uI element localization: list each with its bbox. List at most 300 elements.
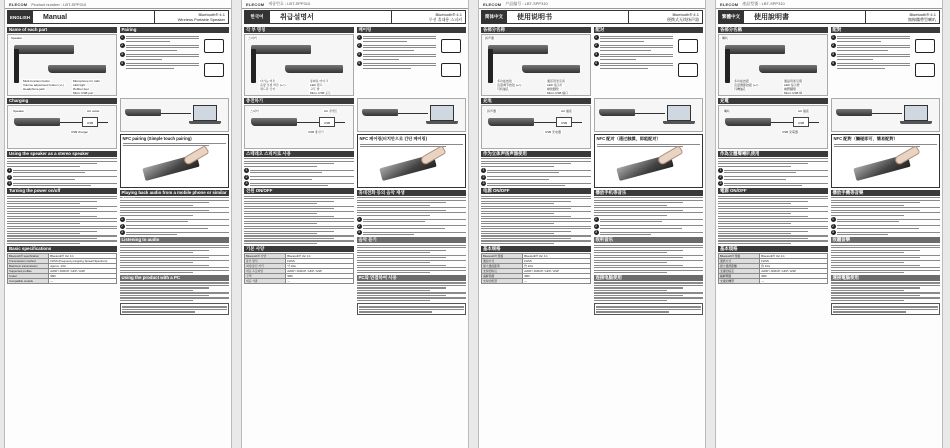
specifications-table [244,253,354,284]
product-name [866,10,940,24]
language-tab: ENGLISH [7,10,33,24]
speaker-side-illustration [488,49,493,83]
brand-logo: ELECOM [483,1,502,7]
part-label: 通話用麥克風 [784,79,803,83]
speaker-side-illustration [725,49,730,83]
note-box [357,303,467,314]
part-label: LED 指示灯 [547,83,563,87]
language-tab: 简体中文 [481,10,507,24]
charging-label: AC 插座 [798,109,810,113]
power-text [481,196,591,244]
table-row: 대응 프로파일 A2DP / AVRCP / HFP / HSP [245,269,354,274]
part-label: 耳机插孔 [497,87,510,91]
product-line-2: 무선 휴대용 스피커 [428,17,462,22]
phone-icon [441,63,461,77]
step-item: 1 [718,168,828,173]
step-item: 3 [481,181,591,186]
step-item: 3 [594,52,674,59]
parts-illustration [7,34,117,96]
part-label: 통화용 마이크 [310,79,329,83]
nfc-pairing-box [594,134,704,188]
laptop-icon [667,105,691,121]
title-bar [718,10,940,24]
pc-text [594,282,704,301]
section-heading-stereo: Using the speaker as a stereo speaker [7,151,117,157]
part-label: LED 램프 [310,83,323,87]
section-heading-power: 电源 ON/OFF [481,188,591,194]
table-row: 支援的協定 A2DP / AVRCP / HFP / HSP [719,269,828,274]
phone-icon [678,39,698,53]
listening-text [120,245,230,274]
step-item: 3 [244,181,354,186]
table-row: Bluetooth® 規格 Bluetooth® Ver 4.1 [719,254,828,259]
section-heading-charging: 充电 [481,98,591,104]
section-heading-playback: Playing back audio from a mobile phone or similar device [120,190,230,196]
section-heading-stereo: 스테레오 스피커로 사용 [244,151,354,157]
part-label: 通话用麦克风 [547,79,566,83]
usb-cable [635,113,665,114]
laptop-base [189,121,221,124]
speaker-illustration [725,118,771,126]
step-item: 2 [120,224,230,229]
usb-charger-icon: USB [556,117,572,127]
manual-panel [715,0,943,448]
step-item: 3 [120,230,230,235]
part-label: Multi-function button [23,79,51,83]
product-number: 產品型號 : LBT-SPP310 [742,1,785,6]
part-label: 헤드폰 단자 [260,87,276,91]
document-title: 使用說明書 [744,10,866,24]
specifications-table [7,253,117,284]
section-heading-pairing: 配对 [594,27,704,33]
product-line-2: 無線攜帶型喇叭 [908,17,936,22]
listening-text [831,245,941,274]
parts-illustration [244,34,354,96]
table-row: 通訊方式 FHSS [719,259,828,264]
part-label: LED 指示燈 [784,83,800,87]
brand-logo: ELECOM [246,1,265,7]
pc-text [831,282,941,301]
phone-icon [915,39,935,53]
part-label: Micro USB 埠 [784,91,803,95]
stereo-text [481,158,591,167]
pc-text [357,282,467,301]
step-item: 4 [357,61,437,68]
section-heading-pc: Using the product with a PC [120,275,230,281]
section-heading-listening: 음악 듣기 [357,237,467,243]
pairing-steps [831,33,911,95]
section-heading-specs: 기본 사양 [244,246,354,252]
step-item: 2 [594,224,704,229]
table-row: Bluetooth® specification Bluetooth® Ver 4.1 [8,254,117,259]
nfc-heading: NFC 配对（通过触摸，即能配对） [596,136,661,141]
step-item: 4 [594,61,674,68]
part-label: 音量調節按鈕 (+/-) [734,83,759,87]
language-tab: 한국어 [244,10,270,24]
panel-header-bar [242,0,468,9]
pairing-steps [594,33,674,95]
section-heading-pairing: 페어링 [357,27,467,33]
right-column [831,25,941,446]
right-column [120,25,230,446]
step-item: 2 [7,175,117,180]
part-label: 스피커 [248,36,257,40]
part-label: Microphone for calls [73,79,100,83]
phone-icon [441,39,461,53]
usb-cable [771,122,793,123]
step-item: 2 [831,43,911,50]
step-item: 1 [481,168,591,173]
part-label: 음량 조절 버튼 (+/-) [260,83,286,87]
product-number: Product number : LBT-SPP310 [31,1,87,7]
step-item: 1 [120,217,230,222]
charging-label: 喇叭 [724,109,731,113]
product-name [629,10,703,24]
phone-icon [915,63,935,77]
charging-illustration [718,105,828,149]
section-heading-pc: 连接电脑使用 [594,275,704,281]
language-tab: 繁體中文 [718,10,744,24]
step-item: 1 [120,35,200,42]
content-columns [7,25,229,446]
step-item: 2 [831,224,941,229]
table-row: 대응 기종 — [245,279,354,284]
part-label: 扬声器 [485,36,495,40]
step-item: 2 [481,175,591,180]
listening-text [594,245,704,274]
laptop-base [426,121,458,124]
step-item: 1 [594,35,674,42]
note-box [831,303,941,314]
pc-connection-illustration [594,98,704,132]
step-item: 4 [831,61,911,68]
laptop-icon [430,105,454,121]
listening-text [357,245,467,274]
charging-label: AC 콘센트 [324,109,338,113]
charging-label: AC 插座 [561,109,573,113]
ac-cable [335,122,345,123]
speaker-illustration [14,118,60,126]
product-name [392,10,466,24]
speaker-side-illustration [14,49,19,83]
pc-connection-illustration [357,98,467,132]
stereo-text [244,158,354,167]
step-item: 2 [357,224,467,229]
step-item: 3 [831,230,941,235]
brand-logo: ELECOM [9,1,28,7]
laptop-base [900,121,932,124]
table-row: 編解碼器 SBC [719,274,828,279]
speaker-illustration [362,109,398,116]
charging-illustration [481,105,591,149]
title-bar [481,10,703,24]
content-columns [244,25,466,446]
speaker-illustration [125,109,161,116]
section-heading-parts: 各部分名稱 [718,27,828,33]
product-line-1: Bluetooth® 4.1 [672,12,699,17]
table-row: 코덱 SBC [245,274,354,279]
usb-cable [398,113,428,114]
section-heading-stereo: 作為立體聲喇叭使用 [718,151,828,157]
part-label: Micro USB 端口 [547,91,569,95]
usb-cable [60,122,82,123]
section-heading-charging: Charging [7,98,117,104]
pairing-steps-area [120,33,230,95]
manual-panel [4,0,232,448]
right-column [594,25,704,446]
section-heading-power: 電源 ON/OFF [718,188,828,194]
parts-illustration [718,34,828,96]
playback-text [831,197,941,216]
document-title: Manual [33,10,155,24]
pairing-steps-area [594,33,704,95]
panel-header-bar [5,0,231,9]
charging-label: 扬声器 [487,109,497,113]
part-label: Micro USB 포트 [310,91,331,95]
manual-panel [478,0,706,448]
part-label: 다기능 버튼 [260,79,276,83]
step-item: 2 [718,175,828,180]
section-heading-specs: 基本規格 [718,246,828,252]
speaker-illustration-rear [48,65,106,73]
product-number: 제품번호 : LBT-SPP310 [268,1,311,6]
table-row: 通信方式 FHSS [482,259,591,264]
part-label: LED light [73,83,86,87]
step-item: 3 [120,52,200,59]
stereo-text [7,158,117,167]
section-heading-power: Turning the power on/off [7,188,117,194]
laptop-icon [904,105,928,121]
section-heading-specs: Basic specifications [7,246,117,252]
section-heading-specs: 基本规格 [481,246,591,252]
stereo-text [718,158,828,167]
specifications-table [718,253,828,284]
table-row: Supported profiles A2DP / AVRCP / HFP / HSP [8,269,117,274]
step-item: 2 [357,43,437,50]
charging-label: USB 충전기 [308,130,324,134]
ac-cable [98,122,108,123]
title-bar [7,10,229,24]
speaker-illustration [251,45,311,54]
usb-charger-icon: USB [82,117,98,127]
pairing-device-illustrations [201,33,229,95]
speaker-illustration [599,109,635,116]
pc-connection-illustration [831,98,941,132]
section-heading-pairing: 配對 [831,27,941,33]
ac-cable [572,122,582,123]
pairing-device-illustrations [438,33,466,95]
playback-text [120,197,230,216]
product-name [155,10,229,24]
part-label: 多功能按钮 [497,79,513,83]
section-heading-playback: 播放手机等音乐 [594,190,704,196]
usb-cable [297,122,319,123]
table-row: 支持的机型 — [482,279,591,284]
charging-label: Speaker [13,109,25,113]
table-row: 통신 방식 FHSS [245,259,354,264]
phone-icon [204,63,224,77]
phone-icon [204,39,224,53]
part-label: 橡膠腳墊 [784,87,797,91]
part-label: 橡胶脚垫 [547,87,560,91]
laptop-base [663,121,695,124]
laptop-icon [193,105,217,121]
speaker-side-illustration [251,49,256,83]
speaker-illustration [14,45,74,54]
section-heading-pc: PC와 연결하여 사용 [357,275,467,281]
speaker-illustration [488,118,534,126]
pairing-steps [120,33,200,95]
section-heading-parts: 各部分名称 [481,27,591,33]
product-number: 产品编号 : LBT-SPP310 [505,1,548,6]
step-item: 3 [718,181,828,186]
ac-cable [809,122,819,123]
section-heading-parts: 각 부 명칭 [244,27,354,33]
step-item: 3 [831,52,911,59]
content-columns [718,25,940,446]
title-bar [244,10,466,24]
step-item: 3 [357,230,467,235]
section-heading-stereo: 作为立体声扬声器使用 [481,151,591,157]
section-heading-charging: 충전하기 [244,98,354,104]
document-title: 취급설명서 [270,10,392,24]
section-heading-pc: 連接電腦使用 [831,275,941,281]
part-label: Volume adjustment button (+/-) [23,83,65,87]
nfc-heading: NFC pairing (Simple touch pairing) [122,136,192,141]
table-row: 最大通訊距離 約 10m [719,264,828,269]
section-heading-power: 전원 ON/OFF [244,188,354,194]
panel-header-bar [479,0,705,9]
left-column [244,25,354,446]
charging-label: USB 充電器 [782,130,799,134]
part-label: 고무 발 [310,87,320,91]
note-box [594,303,704,314]
manual-panel [241,0,469,448]
speaker-illustration [725,45,785,54]
table-row: Transmission method FHSS (Frequency Hopping Spread Spectrum) [8,259,117,264]
nfc-heading: NFC 페어링(터치만으로 간단 페어링) [359,136,427,141]
charging-illustration [244,105,354,149]
charging-label: 스피커 [250,109,259,113]
step-item: 1 [7,168,117,173]
pairing-device-illustrations [912,33,940,95]
table-row: 支援的機型 — [719,279,828,284]
power-text [244,196,354,244]
power-text [7,196,117,244]
usb-cable [161,113,191,114]
nfc-pairing-box [357,134,467,188]
panel-header-bar [716,0,942,9]
power-text [718,196,828,244]
charging-label: USB charger [71,130,89,134]
section-heading-parts: Name of each part [7,27,117,33]
step-item: 3 [7,181,117,186]
step-item: 1 [831,217,941,222]
section-heading-pairing: Pairing [120,27,230,33]
nfc-pairing-box [120,134,230,188]
part-label: 音量调节按钮 (+/-) [497,83,522,87]
speaker-illustration-rear [759,65,817,73]
specifications-table [481,253,591,284]
table-row: Maximum transmission Approx. 10m [8,264,117,269]
document-title: 使用说明书 [507,10,629,24]
step-item: 2 [120,43,200,50]
table-row: 最大通信距离 约 10m [482,264,591,269]
part-label: Micro USB port [73,91,94,95]
pairing-steps [357,33,437,95]
playback-text [357,197,467,216]
part-label: 喇叭 [722,36,729,40]
section-heading-charging: 充電 [718,98,828,104]
charging-label: USB 充电器 [545,130,562,134]
speaker-illustration-rear [522,65,580,73]
nfc-heading: NFC 配對（觸碰即可，簡易配對） [833,136,898,141]
step-item: 1 [594,217,704,222]
left-column [718,25,828,446]
step-item: 1 [357,217,467,222]
brand-logo: ELECOM [720,1,739,7]
part-label: Rubber feet [73,87,89,91]
charging-label: AC outlet [87,109,100,113]
step-item: 1 [244,168,354,173]
table-row: Codec SBC [8,274,117,279]
section-heading-listening: 收聽音樂 [831,237,941,243]
table-row: 支持的协议 A2DP / AVRCP / HFP / HSP [482,269,591,274]
product-line-2: 便携式无线扬声器 [667,17,699,22]
product-line-1: Bluetooth® 4.1 [909,12,936,17]
note-box [120,303,230,314]
pc-connection-illustration [120,98,230,132]
left-column [7,25,117,446]
pairing-steps-area [831,33,941,95]
speaker-illustration [488,45,548,54]
charging-illustration [7,105,117,149]
playback-text [594,197,704,216]
section-heading-playback: 播放手機等音樂 [831,190,941,196]
content-columns [481,25,703,446]
usb-charger-icon: USB [793,117,809,127]
part-label: Speaker [11,36,23,40]
speaker-illustration-rear [285,65,343,73]
section-heading-listening: 收听音乐 [594,237,704,243]
step-item: 2 [594,43,674,50]
pc-text [120,282,230,301]
pairing-device-illustrations [675,33,703,95]
part-label: Headphone jack [23,87,45,91]
speaker-illustration [251,118,297,126]
product-line-2: Wireless Portable Speaker [177,17,225,22]
part-label: 耳機插孔 [734,87,747,91]
section-heading-playback: 휴대전화 등의 음악 재생 [357,190,467,196]
table-row: Compatible models — [8,279,117,284]
step-item: 3 [357,52,437,59]
table-row: Bluetooth® 规格 Bluetooth® Ver 4.1 [482,254,591,259]
speaker-illustration [836,109,872,116]
step-item: 3 [594,230,704,235]
product-line-1: Bluetooth® 4.1 [435,12,462,17]
right-column [357,25,467,446]
usb-charger-icon: USB [319,117,335,127]
table-row: 최대 통신 거리 약 10m [245,264,354,269]
left-column [481,25,591,446]
usb-cable [872,113,902,114]
product-line-1: Bluetooth® 4.1 [198,12,225,17]
step-item: 1 [357,35,437,42]
section-heading-listening: Listening to audio [120,237,230,243]
table-row: Bluetooth® 사양 Bluetooth® Ver 4.1 [245,254,354,259]
nfc-pairing-box [831,134,941,188]
step-item: 4 [120,61,200,68]
